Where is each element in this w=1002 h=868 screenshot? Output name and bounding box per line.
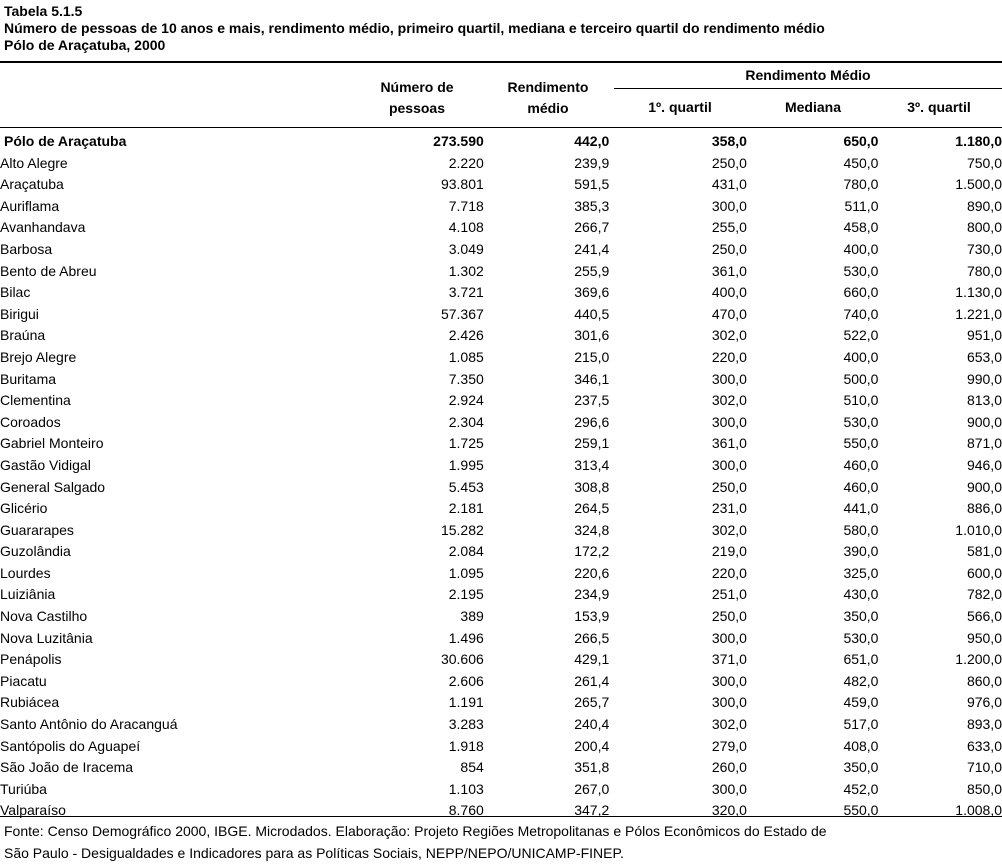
num-pessoas-cell: 2.181 (448, 500, 484, 517)
rendimento-medio-cell: 215,0 (574, 348, 610, 365)
municipio-name: Piacatu (0, 672, 47, 689)
terceiro-quartil-cell: 850,0 (966, 780, 1002, 797)
rendimento-medio-cell: 255,9 (574, 262, 610, 279)
num-pessoas-cell: 2.195 (448, 586, 484, 603)
terceiro-quartil-cell: 750,0 (966, 154, 1002, 171)
terceiro-quartil-cell: 653,0 (966, 348, 1002, 365)
rendimento-medio-cell: 301,6 (574, 327, 610, 344)
primeiro-quartil-cell: 250,0 (711, 608, 747, 625)
rendimento-medio-cell: 347,2 (574, 802, 610, 819)
terceiro-quartil-cell: 871,0 (966, 435, 1002, 452)
mediana-cell: 500,0 (843, 370, 879, 387)
municipio-name: Valparaíso (0, 802, 66, 819)
table-description: Número de pessoas de 10 anos e mais, rendimento médio, primeiro quartil, mediana e terceiro quartil do rendimento médio (4, 20, 825, 36)
primeiro-quartil-cell: 300,0 (711, 672, 747, 689)
num-pessoas-cell: 2.304 (448, 413, 484, 430)
mediana-cell: 450,0 (843, 154, 879, 171)
table-row (0, 757, 1002, 779)
source-note-line1: Fonte: Censo Demográfico 2000, IBGE. Microdados. Elaboração: Projeto Regiões Metropolitanas e Pólos Econômicos do Estado de (4, 823, 827, 839)
num-pessoas-cell: 4.108 (448, 219, 484, 236)
bottom-rule (0, 816, 1002, 817)
municipio-name: Gabriel Monteiro (0, 435, 104, 452)
table-row (0, 325, 1002, 347)
terceiro-quartil-cell: 860,0 (966, 672, 1002, 689)
table-row (0, 714, 1002, 736)
header-terceiro-quartil: 3º. quartil (907, 99, 971, 115)
primeiro-quartil-cell: 320,0 (711, 802, 747, 819)
municipio-name: Guararapes (0, 521, 74, 538)
num-pessoas-cell: 2.426 (448, 327, 484, 344)
rendimento-medio-cell: 200,4 (574, 737, 610, 754)
num-pessoas-cell: 1.918 (448, 737, 484, 754)
terceiro-quartil-cell: 990,0 (966, 370, 1002, 387)
num-pessoas-cell: 3.283 (448, 716, 484, 733)
header-rendimento-medio: Rendimento médio (507, 79, 589, 116)
num-pessoas-cell: 1.191 (448, 694, 484, 711)
municipio-name: Santo Antônio do Aracanguá (0, 716, 178, 733)
table-row (0, 282, 1002, 304)
top-rule (0, 61, 1002, 63)
terceiro-quartil-cell: 900,0 (966, 478, 1002, 495)
table-row (0, 541, 1002, 563)
municipio-name: Birigui (0, 305, 39, 322)
rendimento-medio-cell: 266,7 (574, 219, 610, 236)
primeiro-quartil-cell: 302,0 (711, 716, 747, 733)
mediana-cell: 408,0 (843, 737, 879, 754)
municipio-name: Braúna (0, 327, 46, 344)
table-row (0, 736, 1002, 758)
mediana-cell: 650,0 (843, 133, 879, 149)
header-num-pessoas: Número de pessoas (380, 79, 454, 116)
num-pessoas-cell: 1.085 (448, 348, 484, 365)
terceiro-quartil-cell: 730,0 (966, 240, 1002, 257)
rendimento-medio-cell: 591,5 (574, 176, 610, 193)
terceiro-quartil-cell: 813,0 (966, 392, 1002, 409)
rendimento-medio-cell: 265,7 (574, 694, 610, 711)
primeiro-quartil-cell: 300,0 (711, 456, 747, 473)
rendimento-medio-cell: 153,9 (574, 608, 610, 625)
table-row (0, 433, 1002, 455)
primeiro-quartil-cell: 302,0 (711, 392, 747, 409)
table-row (0, 498, 1002, 520)
mediana-cell: 530,0 (843, 629, 879, 646)
mediana-cell: 780,0 (843, 176, 879, 193)
mediana-cell: 350,0 (843, 759, 879, 776)
primeiro-quartil-cell: 358,0 (711, 133, 747, 149)
terceiro-quartil-cell: 600,0 (966, 564, 1002, 581)
table-row (0, 800, 1002, 822)
municipio-name: Lourdes (0, 564, 51, 581)
table-row (0, 584, 1002, 606)
terceiro-quartil-cell: 566,0 (966, 608, 1002, 625)
municipio-name: Clementina (0, 392, 71, 409)
table-row (0, 692, 1002, 714)
mediana-cell: 458,0 (843, 219, 879, 236)
rendimento-medio-cell: 237,5 (574, 392, 610, 409)
table-row (0, 477, 1002, 499)
primeiro-quartil-cell: 302,0 (711, 521, 747, 538)
primeiro-quartil-cell: 260,0 (711, 759, 747, 776)
municipio-name: Barbosa (0, 240, 53, 257)
municipio-name: Gastão Vidigal (0, 456, 91, 473)
primeiro-quartil-cell: 431,0 (711, 176, 747, 193)
num-pessoas-cell: 3.049 (448, 240, 484, 257)
rendimento-medio-cell: 239,9 (574, 154, 610, 171)
table-row (0, 347, 1002, 369)
num-pessoas-cell: 7.350 (448, 370, 484, 387)
primeiro-quartil-cell: 300,0 (711, 370, 747, 387)
table-row (0, 153, 1002, 175)
num-pessoas-cell: 8.760 (448, 802, 484, 819)
mediana-cell: 530,0 (843, 413, 879, 430)
mediana-cell: 522,0 (843, 327, 879, 344)
mediana-cell: 460,0 (843, 456, 879, 473)
num-pessoas-cell: 2.606 (448, 672, 484, 689)
terceiro-quartil-cell: 1.008,0 (955, 802, 1002, 819)
table-row (0, 628, 1002, 650)
mediana-cell: 550,0 (843, 802, 879, 819)
num-pessoas-cell: 273.590 (433, 133, 484, 149)
rendimento-medio-cell: 259,1 (574, 435, 610, 452)
mediana-cell: 400,0 (843, 240, 879, 257)
primeiro-quartil-cell: 302,0 (711, 327, 747, 344)
municipio-name: Rubiácea (0, 694, 60, 711)
municipio-name: Penápolis (0, 651, 62, 668)
rendimento-medio-cell: 267,0 (574, 780, 610, 797)
primeiro-quartil-cell: 231,0 (711, 500, 747, 517)
header-primeiro-quartil: 1º. quartil (648, 99, 712, 115)
table-row (0, 304, 1002, 326)
municipio-name: General Salgado (0, 478, 106, 495)
table-row (0, 239, 1002, 261)
municipio-name: Santópolis do Aguapeí (0, 737, 141, 754)
rendimento-medio-cell: 172,2 (574, 543, 610, 560)
terceiro-quartil-cell: 893,0 (966, 716, 1002, 733)
rendimento-medio-cell: 241,4 (574, 240, 610, 257)
table-row (0, 563, 1002, 585)
num-pessoas-cell: 389 (460, 608, 484, 625)
table-row (0, 196, 1002, 218)
table-row (0, 606, 1002, 628)
rendimento-medio-cell: 296,6 (574, 413, 610, 430)
mediana-cell: 452,0 (843, 780, 879, 797)
primeiro-quartil-cell: 300,0 (711, 694, 747, 711)
mediana-cell: 510,0 (843, 392, 879, 409)
primeiro-quartil-cell: 250,0 (711, 154, 747, 171)
municipio-name: Auriflama (0, 197, 60, 214)
source-note-line2: São Paulo - Desigualdades e Indicadores para as Políticas Sociais, NEPP/NEPO/UNICAMP-FINEP. (4, 845, 624, 861)
terceiro-quartil-cell: 780,0 (966, 262, 1002, 279)
data-table (0, 131, 1002, 822)
table-row (0, 261, 1002, 283)
table-row (0, 779, 1002, 801)
table-body (0, 131, 1002, 822)
municipio-name: São João de Iracema (0, 759, 134, 776)
primeiro-quartil-cell: 300,0 (711, 780, 747, 797)
mediana-cell: 511,0 (844, 197, 879, 214)
header-group-rendimento-medio: Rendimento Médio (745, 67, 871, 83)
group-rule (614, 88, 1002, 89)
table-row (0, 217, 1002, 239)
primeiro-quartil-cell: 400,0 (711, 284, 747, 301)
source-note (4, 820, 827, 864)
header-mediana: Mediana (784, 99, 841, 115)
rendimento-medio-cell: 440,5 (574, 305, 610, 322)
total-row (0, 131, 1002, 153)
num-pessoas-cell: 2.220 (448, 154, 484, 171)
primeiro-quartil-cell: 255,0 (711, 219, 747, 236)
mediana-cell: 530,0 (843, 262, 879, 279)
primeiro-quartil-cell: 250,0 (711, 478, 747, 495)
num-pessoas-cell: 2.924 (448, 392, 484, 409)
num-pessoas-cell: 57.367 (440, 305, 484, 322)
rendimento-medio-cell: 266,5 (574, 629, 610, 646)
municipio-name: Brejo Alegre (0, 348, 77, 365)
num-pessoas-cell: 15.282 (440, 521, 484, 538)
municipio-name: Avanhandava (0, 219, 86, 236)
rendimento-medio-cell: 264,5 (574, 500, 610, 517)
table-row (0, 369, 1002, 391)
num-pessoas-cell: 7.718 (448, 197, 484, 214)
municipio-name: Bento de Abreu (0, 262, 97, 279)
municipio-name: Luiziânia (0, 586, 56, 603)
mediana-cell: 430,0 (843, 586, 879, 603)
terceiro-quartil-cell: 1.010,0 (955, 521, 1002, 538)
primeiro-quartil-cell: 279,0 (711, 737, 747, 754)
municipio-name: Guzolândia (0, 543, 71, 560)
num-pessoas-cell: 1.496 (448, 629, 484, 646)
num-pessoas-cell: 93.801 (440, 176, 484, 193)
municipio-name: Alto Alegre (0, 154, 68, 171)
rendimento-medio-cell: 240,4 (574, 716, 610, 733)
terceiro-quartil-cell: 951,0 (966, 327, 1002, 344)
terceiro-quartil-cell: 581,0 (966, 543, 1002, 560)
table-title (4, 3, 825, 54)
table-row (0, 649, 1002, 671)
terceiro-quartil-cell: 1.130,0 (955, 284, 1002, 301)
mediana-cell: 400,0 (843, 348, 879, 365)
mediana-cell: 390,0 (843, 543, 879, 560)
terceiro-quartil-cell: 1.200,0 (955, 651, 1002, 668)
num-pessoas-cell: 30.606 (440, 651, 484, 668)
num-pessoas-cell: 854 (460, 759, 484, 776)
primeiro-quartil-cell: 361,0 (711, 435, 747, 452)
table-number: Tabela 5.1.5 (4, 3, 83, 19)
rendimento-medio-cell: 308,8 (574, 478, 610, 495)
mediana-cell: 580,0 (843, 521, 879, 538)
terceiro-quartil-cell: 710,0 (966, 759, 1002, 776)
municipio-name: Araçatuba (0, 176, 64, 193)
terceiro-quartil-cell: 946,0 (966, 456, 1002, 473)
terceiro-quartil-cell: 782,0 (966, 586, 1002, 603)
terceiro-quartil-cell: 1.500,0 (955, 176, 1002, 193)
primeiro-quartil-cell: 220,0 (711, 348, 747, 365)
mediana-cell: 350,0 (843, 608, 879, 625)
municipio-name: Nova Castilho (0, 608, 88, 625)
mediana-cell: 325,0 (843, 564, 879, 581)
rendimento-medio-cell: 261,4 (574, 672, 610, 689)
num-pessoas-cell: 3.721 (448, 284, 484, 301)
table-row (0, 671, 1002, 693)
rendimento-medio-cell: 313,4 (574, 456, 610, 473)
primeiro-quartil-cell: 300,0 (711, 413, 747, 430)
rendimento-medio-cell: 220,6 (574, 564, 610, 581)
terceiro-quartil-cell: 1.221,0 (955, 305, 1002, 322)
num-pessoas-cell: 1.103 (448, 780, 484, 797)
num-pessoas-cell: 1.725 (448, 435, 484, 452)
municipio-name: Buritama (0, 370, 57, 387)
rendimento-medio-cell: 429,1 (574, 651, 610, 668)
rendimento-medio-cell: 369,6 (574, 284, 610, 301)
num-pessoas-cell: 5.453 (448, 478, 484, 495)
mediana-cell: 550,0 (843, 435, 879, 452)
mediana-cell: 517,0 (843, 716, 879, 733)
table-row (0, 412, 1002, 434)
terceiro-quartil-cell: 950,0 (966, 629, 1002, 646)
terceiro-quartil-cell: 800,0 (966, 219, 1002, 236)
mediana-cell: 740,0 (843, 305, 879, 322)
table-row (0, 390, 1002, 412)
rendimento-medio-cell: 346,1 (574, 370, 610, 387)
primeiro-quartil-cell: 219,0 (711, 543, 747, 560)
primeiro-quartil-cell: 470,0 (711, 305, 747, 322)
terceiro-quartil-cell: 886,0 (966, 500, 1002, 517)
mediana-cell: 482,0 (843, 672, 879, 689)
municipio-name: Pólo de Araçatuba (4, 133, 127, 149)
table-row (0, 520, 1002, 542)
num-pessoas-cell: 1.302 (448, 262, 484, 279)
terceiro-quartil-cell: 900,0 (966, 413, 1002, 430)
rendimento-medio-cell: 351,8 (574, 759, 610, 776)
municipio-name: Bilac (0, 284, 31, 301)
table-row (0, 174, 1002, 196)
num-pessoas-cell: 1.995 (448, 456, 484, 473)
rendimento-medio-cell: 234,9 (574, 586, 610, 603)
municipio-name: Glicério (0, 500, 48, 517)
table-row (0, 455, 1002, 477)
primeiro-quartil-cell: 220,0 (711, 564, 747, 581)
primeiro-quartil-cell: 371,0 (711, 651, 747, 668)
mediana-cell: 460,0 (843, 478, 879, 495)
municipio-name: Coroados (0, 413, 61, 430)
mediana-cell: 459,0 (843, 694, 879, 711)
municipio-name: Nova Luzitânia (0, 629, 93, 646)
mediana-cell: 651,0 (843, 651, 879, 668)
rendimento-medio-cell: 442,0 (574, 133, 610, 149)
terceiro-quartil-cell: 890,0 (966, 197, 1002, 214)
rendimento-medio-cell: 324,8 (574, 521, 610, 538)
mediana-cell: 660,0 (843, 284, 879, 301)
mediana-cell: 441,0 (843, 500, 879, 517)
primeiro-quartil-cell: 300,0 (711, 629, 747, 646)
primeiro-quartil-cell: 300,0 (711, 197, 747, 214)
num-pessoas-cell: 1.095 (448, 564, 484, 581)
primeiro-quartil-cell: 250,0 (711, 240, 747, 257)
terceiro-quartil-cell: 1.180,0 (955, 133, 1002, 149)
terceiro-quartil-cell: 976,0 (966, 694, 1002, 711)
num-pessoas-cell: 2.084 (448, 543, 484, 560)
table-region-year: Pólo de Araçatuba, 2000 (4, 37, 166, 53)
rendimento-medio-cell: 385,3 (574, 197, 610, 214)
primeiro-quartil-cell: 251,0 (711, 586, 747, 603)
municipio-name: Turiúba (0, 780, 47, 797)
primeiro-quartil-cell: 361,0 (711, 262, 747, 279)
header-rule (0, 127, 1002, 128)
terceiro-quartil-cell: 633,0 (966, 737, 1002, 754)
